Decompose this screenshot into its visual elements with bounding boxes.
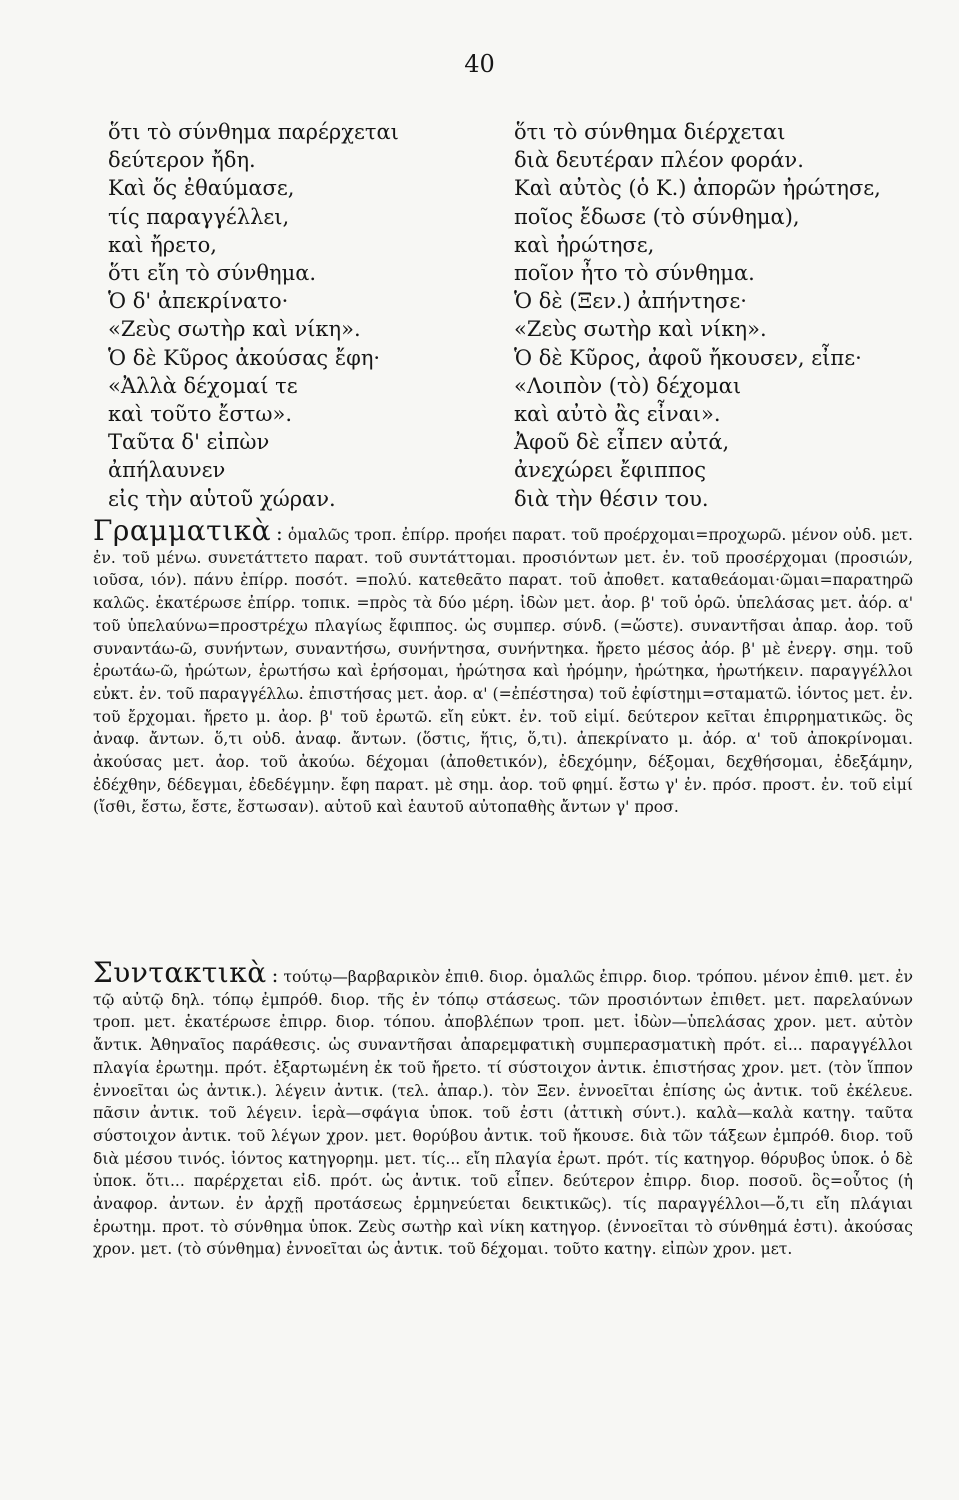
translation-line: «Λοιπὸν (τὸ) δέχομαι	[514, 373, 742, 398]
ancient-line: Ὁ δ' ἀπεκρίνατο·	[108, 289, 289, 314]
ancient-line: Ὁ δὲ Κῦρος ἀκούσας ἔφη·	[108, 345, 381, 370]
translation-line: ὅτι τὸ σύνθημα διέρχεται	[514, 120, 786, 144]
grammar-text: ὁμαλῶς τροπ. ἐπίρρ. προήει παρατ. τοῦ προέρχομαι=προχωρῶ. μένον οὐδ. μετ. ἐν. τοῦ μένω. συνετάττετο παρατ. τοῦ συντάττομαι. προσιόντων μετ. ἐν. τοῦ προσέρχομαι (προσιών, ιοῦσα, ιόν). πάνυ ἐπίρρ. ποσότ. =πολύ. κατεθεᾶτο παρατ. τοῦ ἀποθετ. καταθεάομαι·ῶμαι=παρατηρῶ καλῶς. ἑκατέρωσε ἐπίρρ. τοπικ. =πρὸς τὰ δύο μέρη. ἰδὼν μετ. ἀορ. β' τοῦ ὁρῶ. ὑπελάσας μετ. ἀόρ. α' τοῦ ὑπελαύνω=προστρέχω πλαγίως ἔφιππος. ὡς συμπερ. σύνδ. (=ὥστε). συναντῆσαι ἀπαρ. ἀορ. τοῦ συναντάω-ῶ, συνήντων, συναντήσω, συνήντησα, συνήντηκα. ἤρετο μέσος ἀόρ. β' μὲ ἐνεργ. σημ. τοῦ ἐρωτάω-ῶ, ἠρώτων, ἐρωτήσω καὶ ἐρήσομαι, ἠρώτησα καὶ ἠρόμην, ἠρώτηκα, ἠρωτήκειν. παραγγέλλοι εὐκτ. ἐν. τοῦ παραγγέλλω. ἐπιστήσας μετ. ἀορ. α' (=ἐπέστησα) τοῦ ἐφίστημι=σταματῶ. ἰόντος μετ. ἐν. τοῦ ἔρχομαι. ἤρετο μ. ἀορ. β' τοῦ ἐρωτῶ. εἴη εὐκτ. ἐν. τοῦ εἰμί. δεύτερον κεῖται ἐπιρρηματικῶς. ὃς ἀναφ. ἄντων. ὅ,τι οὐδ. ἀναφ. ἄντων. (ὅστις, ἥτις, ὅ,τι). ἀπεκρίνατο μ. ἀόρ. α' τοῦ ἀποκρίνομαι. ἀκούσας μετ. ἀορ. τοῦ ἀκούω. δέχομαι (ἀποθετικόν), ἐδεχόμην, δέξομαι, δεχθήσομαι, ἐδεξάμην, ἐδέχθην, δέδεγμαι, ἐδεδέγμην. ἔφη παρατ. μὲ σημ. ἀορ. τοῦ φημί. ἔστω γ' ἐν. πρόσ. προστ. ἐν. τοῦ εἰμί (ἴσθι, ἔστω, ἔστε, ἔστωσαν). αὑτοῦ καὶ ἑαυτοῦ αὐτοπαθὴς ἄντων γ' προσ.	[93, 526, 913, 817]
grammar-heading: Γραμματικὰ	[93, 514, 271, 547]
translation-line: Καὶ αὐτὸς (ὁ Κ.) ἀπορῶν ἠρώτησε,	[514, 176, 881, 201]
ancient-line: «Ζεὺς σωτὴρ καὶ νίκη».	[108, 317, 361, 342]
translation-line: ποῖος ἔδωσε (τὸ σύνθημα),	[514, 204, 800, 229]
translation-line: Ἀφοῦ δὲ εἶπεν αὐτά,	[514, 430, 730, 455]
ancient-line: ὅτι εἴη τὸ σύνθημα.	[108, 261, 317, 286]
ancient-text-column	[108, 118, 498, 513]
ancient-line: ὅτι τὸ σύνθημα παρέρχεται	[108, 120, 399, 144]
ancient-line: καὶ ἤρετο,	[108, 232, 217, 257]
ancient-line: δεύτερον ἤδη.	[108, 148, 256, 173]
translation-line: διὰ τὴν θέσιν του.	[514, 486, 709, 511]
translation-column	[514, 118, 934, 513]
ancient-line: Ταῦτα δ' εἰπὼν	[108, 430, 270, 455]
syntax-text: τούτῳ—βαρβαρικὸν ἐπιθ. διορ. ὁμαλῶς ἐπιρρ. διορ. τρόπου. μένον ἐπιθ. μετ. ἐν τῷ αὐτῷ δηλ. τόπῳ ἐμπρόθ. διορ. τῆς ἐν τόπῳ στάσεως. τῶν προσιόντων ἐπιθετ. μετ. παρελαύνων τροπ. μετ. ἑκατέρωσε ἐπιρρ. διορ. τόπου. ἀποβλέπων τροπ. μετ. ἰδὼν—ὑπελάσας χρον. μετ. αὐτὸν ἄντικ. Ἀθηναῖος παράθεσις. ὡς συναντῆσαι ἀπαρεμφατικὴ συμπερασματικὴ πρότ. εἰ... παραγγέλλοι πλαγία ἐρωτημ. πρότ. ἐξαρτωμένη ἐκ τοῦ ἤρετο. τί σύστοιχον ἀντικ. ἐπιστήσας χρον. μετ. (τὸν ἵππον ἐννοεῖται ὡς ἀντικ.). λέγειν ἀντικ. (τελ. ἀπαρ.). τὸν Ξεν. ἐννοεῖται ἐπίσης ὡς ἀντικ. τοῦ ἐκέλευε. πᾶσιν ἀντικ. τοῦ λέγειν. ἱερὰ—σφάγια ὑποκ. τοῦ ἐστι (ἀττικὴ σύντ.). καλὰ—καλὰ κατηγ. ταῦτα σύστοιχον ἀντικ. τοῦ λέγων χρον. μετ. θορύβου ἀντικ. τοῦ ἤκουσε. διὰ τῶν τάξεων ἐμπρόθ. διορ. τοῦ διὰ μέσου τινός. ἰόντος κατηγορημ. μετ. τίς... εἴη πλαγία ἐρωτ. πρότ. τίς κατηγορ. θόρυβος ὑποκ. ὁ δὲ ὑποκ. ὅτι... παρέρχεται εἰδ. πρότ. ὡς ἀντικ. τοῦ εἶπεν. δεύτερον ἐπιρρ. διορ. ποσοῦ. ὃς=οὗτος (ἡ ἀναφορ. ἀντων. ἐν ἀρχῇ προτάσεως ἑρμηνεύεται δεικτικῶς). τίς παραγγέλλοι—ὅ,τι εἴη πλάγιαι ἐρωτημ. προτ. τὸ σύνθημα ὑποκ. Ζεὺς σωτὴρ καὶ νίκη κατηγορ. (ἐννοεῖται τὸ σύνθημά ἐστι). ἀκούσας χρον. μετ. (τὸ σύνθημα) ἐννοεῖται ὡς ἀντικ. τοῦ δέχομαι. τοῦτο κατηγ. εἰπὼν χρον. μετ.	[93, 968, 913, 1259]
translation-line: καὶ ἠρώτησε,	[514, 232, 655, 257]
translation-line: καὶ αὐτὸ ἂς εἶναι».	[514, 402, 721, 427]
ancient-line: τίς παραγγέλλει,	[108, 204, 290, 229]
translation-line: Ὁ δὲ (Ξεν.) ἀπήντησε·	[514, 289, 747, 314]
syntax-heading: Συντακτικὰ	[93, 956, 267, 989]
translation-line: διὰ δευτέραν πλέον φοράν.	[514, 148, 804, 173]
translation-line: Ὁ δὲ Κῦρος, ἀφοῦ ἤκουσεν, εἶπε·	[514, 345, 862, 370]
ancient-line: ἀπήλαυνεν	[108, 458, 226, 483]
ancient-line: «Ἀλλὰ δέχομαί τε	[108, 373, 298, 398]
page-number: 40	[464, 50, 495, 78]
grammar-colon: :	[276, 521, 283, 545]
ancient-line: εἰς τὴν αὑτοῦ χώραν.	[108, 486, 336, 511]
translation-line: ποῖον ἦτο τὸ σύνθημα.	[514, 261, 755, 286]
translation-line: ἀνεχώρει ἔφιππος	[514, 458, 707, 483]
syntax-notes	[93, 956, 913, 1261]
ancient-line: Καὶ ὅς ἐθαύμασε,	[108, 176, 295, 201]
ancient-line: καὶ τοῦτο ἔστω».	[108, 402, 293, 427]
translation-line: «Ζεὺς σωτὴρ καὶ νίκη».	[514, 317, 767, 342]
syntax-colon: :	[271, 963, 279, 987]
grammar-notes	[93, 514, 913, 819]
